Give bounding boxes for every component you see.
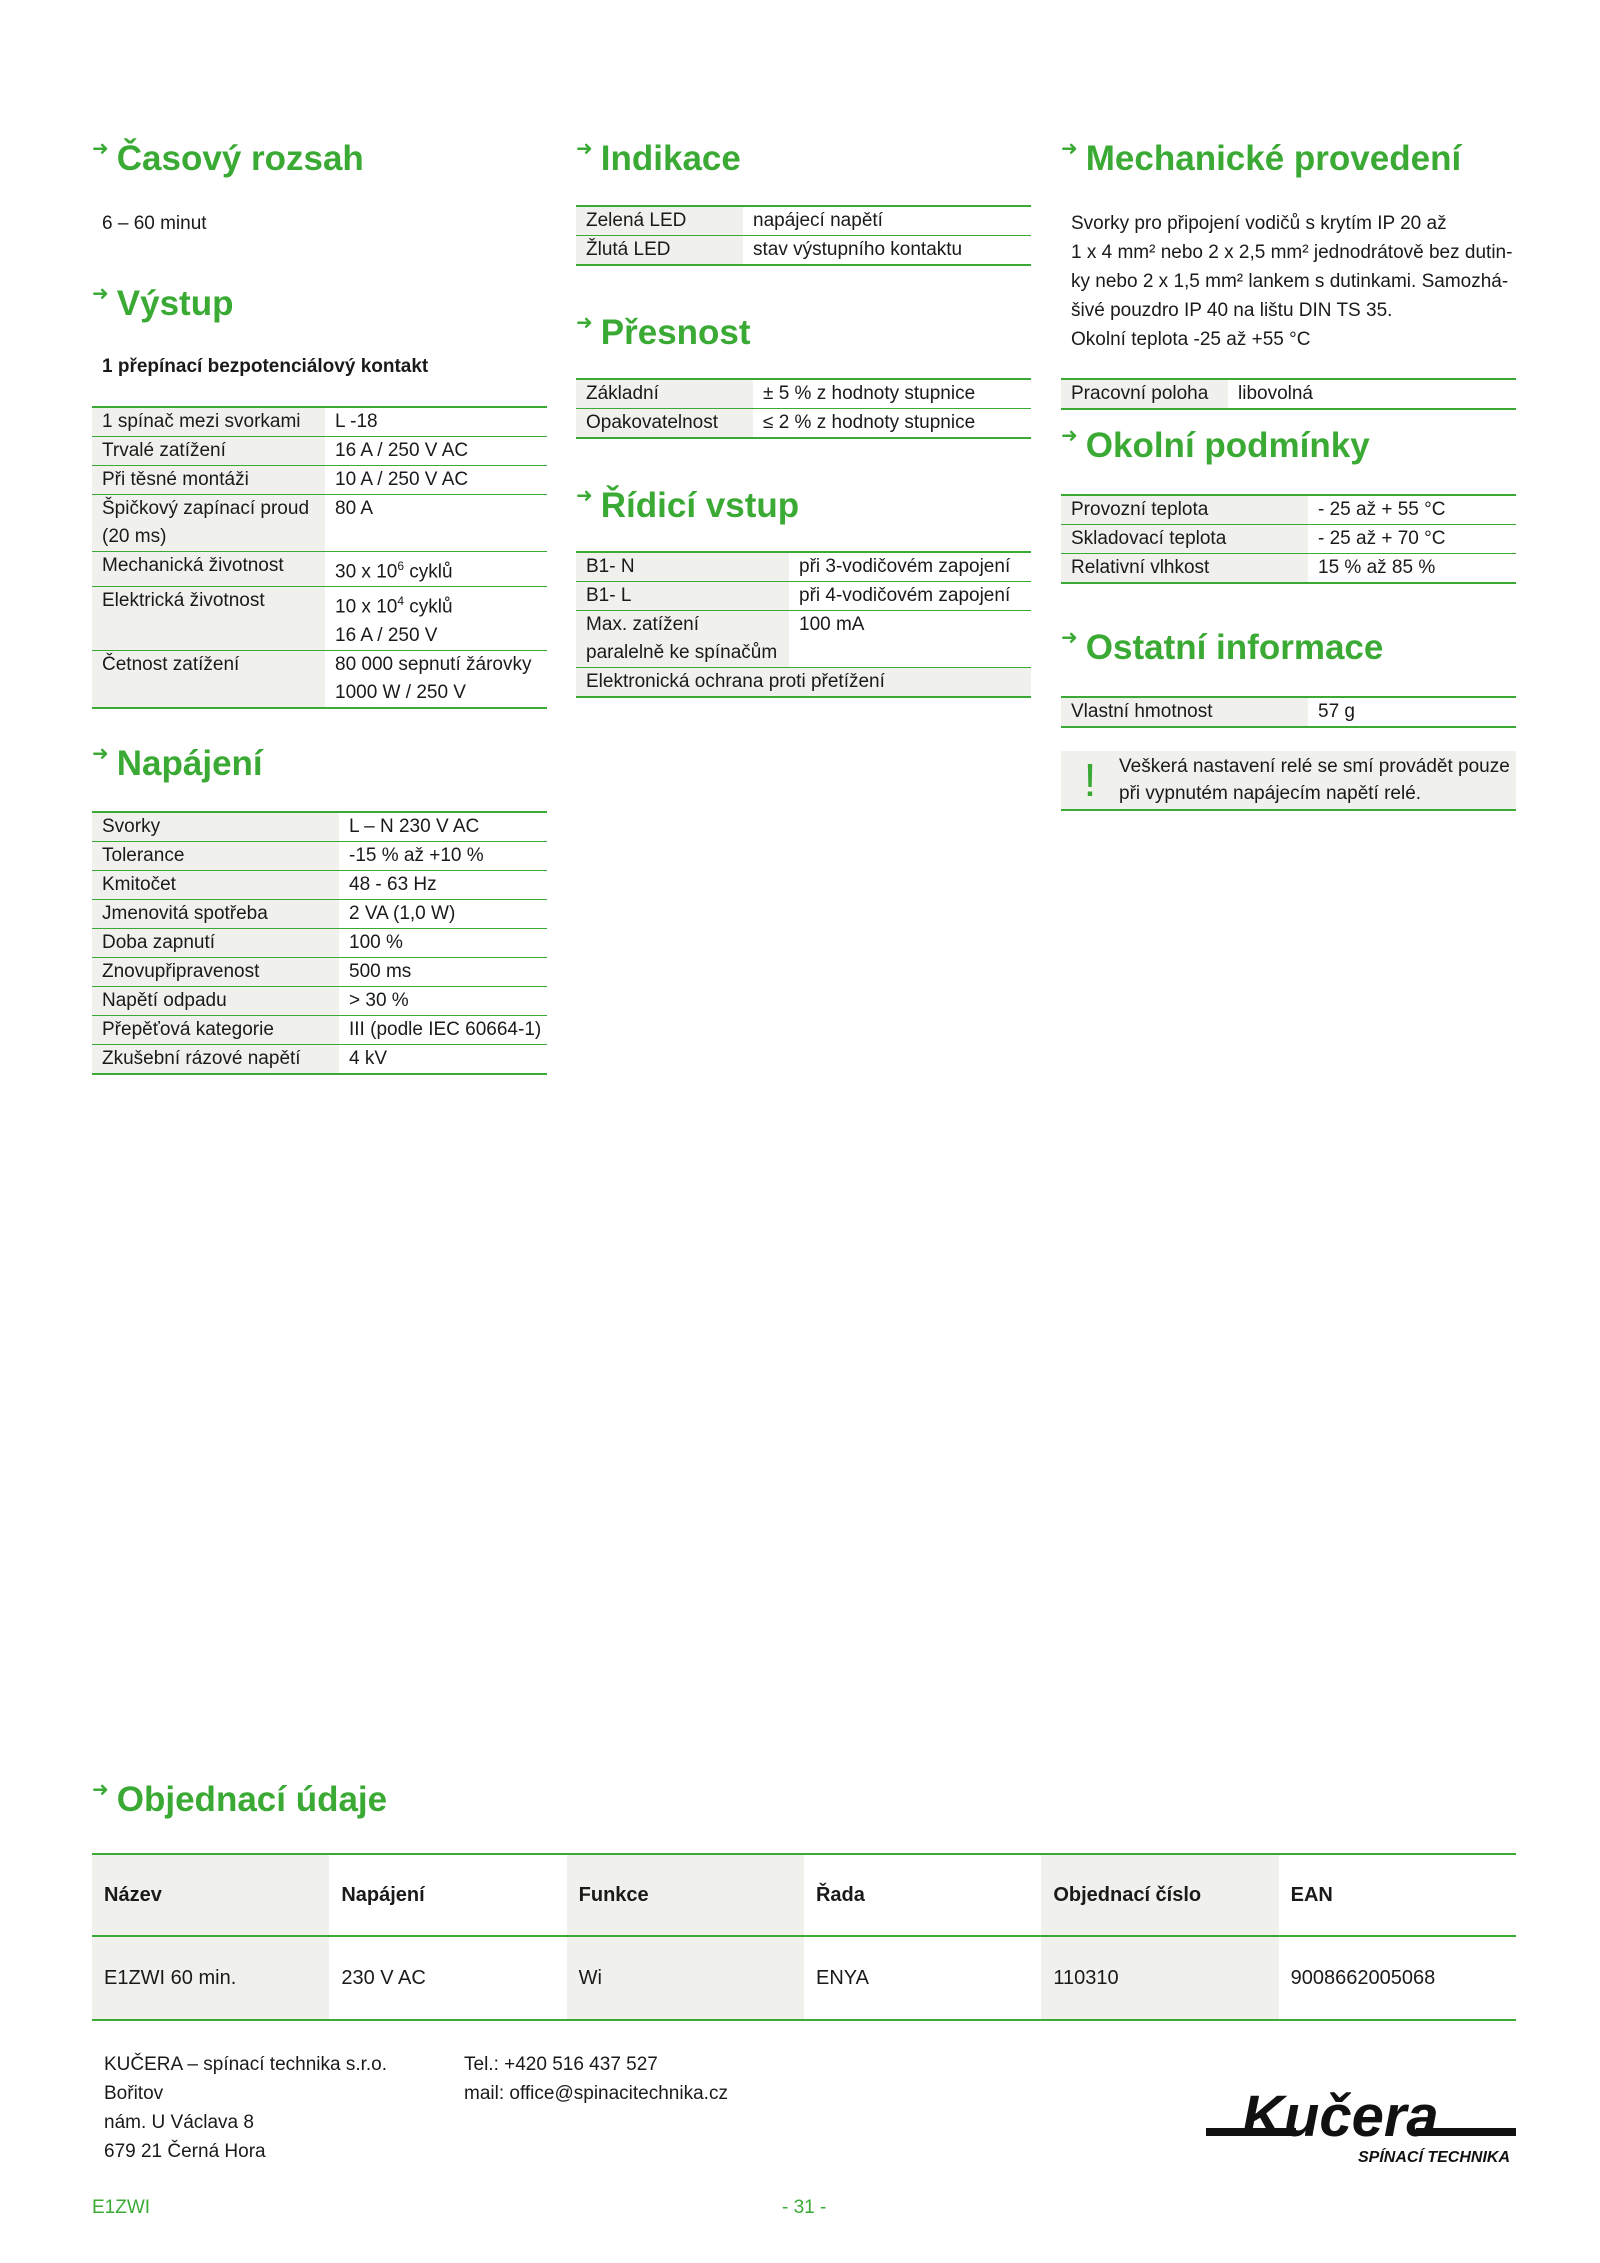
table-row: Elektrická životnost 10 x $10^4$ cyklů 16 A / 250 V: [92, 587, 547, 650]
vystup-heading: ➜ Výstup: [92, 282, 233, 326]
presnost-heading: ➜ Přesnost: [576, 311, 751, 355]
vystup-subtitle: 1 přepínací bezpotenciálový kontakt: [102, 356, 429, 377]
ostatni-informace-heading: ➜ Ostatní informace: [1061, 626, 1383, 670]
mechanicke-provedeni-heading: ➜ Mechanické provedení: [1061, 137, 1461, 181]
table-row: B1- N při 3-vodičovém zapojení: [576, 553, 1031, 582]
company-contact: Tel.: +420 516 437 527 mail: office@spinacitechnika.cz: [464, 2054, 728, 2104]
arrow-right-icon: ➜: [576, 485, 593, 507]
table-row: Zkušební rázové napětí 4 kV: [92, 1045, 547, 1075]
table-row: Napětí odpadu > 30 %: [92, 987, 547, 1016]
table-row: Vlastní hmotnost 57 g: [1061, 698, 1516, 728]
table-row: 1 spínač mezi svorkami L -18: [92, 408, 547, 437]
page-number: - 31 -: [782, 2197, 827, 2218]
arrow-right-icon: ➜: [92, 283, 109, 305]
svg-text:SPÍNACÍ TECHNIKA: SPÍNACÍ TECHNIKA: [1357, 2149, 1510, 2166]
vystup-table: [92, 406, 547, 709]
arrow-right-icon: ➜: [92, 743, 109, 765]
order-header-cell: EAN: [1290, 1883, 1333, 1906]
arrow-right-icon: ➜: [92, 138, 109, 160]
order-table: [92, 1853, 1516, 2021]
table-row: Elektronická ochrana proti přetížení: [576, 668, 1031, 698]
warning-box: [1061, 751, 1516, 811]
table-row: Mechanická životnost 30 x $10^6$ cyklů: [92, 552, 547, 587]
order-data-row: [92, 1937, 1516, 2021]
arrow-right-icon: ➜: [576, 312, 593, 334]
table-row: Max. zatížení paralelně ke spínačům 100 mA: [576, 611, 1031, 668]
indikace-heading: ➜ Indikace: [576, 137, 741, 181]
table-row: Tolerance -15 % až +10 %: [92, 842, 547, 871]
exclamation-icon: !: [1083, 754, 1097, 806]
ostatni-informace-table: [1061, 696, 1516, 728]
table-row: Zelená LED napájecí napětí: [576, 207, 1031, 236]
order-header-row: [92, 1853, 1516, 1937]
okolni-podminky-table: [1061, 494, 1516, 584]
table-row: Jmenovitá spotřeba 2 VA (1,0 W): [92, 900, 547, 929]
table-row: Opakovatelnost ≤ 2 % z hodnoty stupnice: [576, 409, 1031, 439]
table-row: Základní ± 5 % z hodnoty stupnice: [576, 380, 1031, 409]
arrow-right-icon: ➜: [576, 138, 593, 160]
pracovni-poloha-table: [1061, 378, 1516, 410]
presnost-table: [576, 378, 1031, 439]
kucera-logo: [1206, 2076, 1516, 2166]
indikace-table: [576, 205, 1031, 266]
order-cell: 230 V AC: [341, 1966, 426, 1989]
table-row: Skladovací teplota - 25 až + 70 °C: [1061, 525, 1516, 554]
order-cell: E1ZWI 60 min.: [92, 1937, 329, 2019]
warning-text: Veškerá nastavení relé se smí provádět pouze při vypnutém napájecím napětí relé.: [1119, 756, 1510, 804]
table-row: Přepěťová kategorie III (podle IEC 60664-1): [92, 1016, 547, 1045]
table-row: Doba zapnutí 100 %: [92, 929, 547, 958]
svg-text:Kučera: Kučera: [1242, 2084, 1439, 2149]
order-header-cell: Objednací číslo: [1041, 1855, 1278, 1935]
order-cell: Wi: [567, 1937, 804, 2019]
document-code: E1ZWI: [92, 2197, 151, 2218]
ridici-vstup-heading: ➜ Řídicí vstup: [576, 484, 799, 528]
arrow-right-icon: ➜: [1061, 138, 1078, 160]
table-row: B1- L při 4-vodičovém zapojení: [576, 582, 1031, 611]
order-cell: ENYA: [815, 1966, 869, 1989]
order-cell: 110310: [1041, 1937, 1278, 2019]
order-header-cell: Řada: [815, 1883, 865, 1906]
arrow-right-icon: ➜: [92, 1779, 109, 1801]
napajeni-heading: ➜ Napájení: [92, 742, 263, 786]
table-row: Špičkový zapínací proud (20 ms) 80 A: [92, 495, 547, 552]
table-row: Žlutá LED stav výstupního kontaktu: [576, 236, 1031, 266]
casovy-rozsah-heading: ➜ Časový rozsah: [92, 137, 364, 181]
mechanicke-provedeni-text: Svorky pro připojení vodičů s krytím IP 20 až 1 x 4 mm² nebo 2 x 2,5 mm² jednodrátově bez dutin- ky nebo 2 x 1,5 mm² lankem s dutinkami. Samozhá- šivé pouzdro IP 40 na lištu DIN TS 35. Okolní teplota -25 až +55 °C: [1071, 213, 1513, 350]
ridici-vstup-table: [576, 551, 1031, 698]
okolni-podminky-heading: ➜ Okolní podmínky: [1061, 424, 1370, 468]
arrow-right-icon: ➜: [1061, 425, 1078, 447]
objednaci-udaje-heading: ➜ Objednací údaje: [92, 1778, 387, 1822]
arrow-right-icon: ➜: [1061, 627, 1078, 649]
table-row: Trvalé zatížení 16 A / 250 V AC: [92, 437, 547, 466]
company-address: KUČERA – spínací technika s.r.o. Bořitov nám. U Václava 8 679 21 Černá Hora: [104, 2054, 388, 2162]
table-row: Svorky L – N 230 V AC: [92, 813, 547, 842]
napajeni-table: [92, 811, 547, 1075]
order-cell: 9008662005068: [1290, 1966, 1436, 1989]
table-row: Znovupřipravenost 500 ms: [92, 958, 547, 987]
table-row: Kmitočet 48 - 63 Hz: [92, 871, 547, 900]
table-row: Četnost zatížení 80 000 sepnutí žárovky 1000 W / 250 V: [92, 651, 547, 709]
table-row: Při těsné montáži 10 A / 250 V AC: [92, 466, 547, 495]
casovy-rozsah-text: 6 – 60 minut: [102, 213, 207, 234]
table-row: Relativní vlhkost 15 % až 85 %: [1061, 554, 1516, 584]
order-header-cell: Název: [92, 1855, 329, 1935]
table-row: Pracovní poloha libovolná: [1061, 380, 1516, 410]
order-header-cell: Napájení: [341, 1883, 425, 1906]
order-header-cell: Funkce: [567, 1855, 804, 1935]
table-row: Provozní teplota - 25 až + 55 °C: [1061, 496, 1516, 525]
